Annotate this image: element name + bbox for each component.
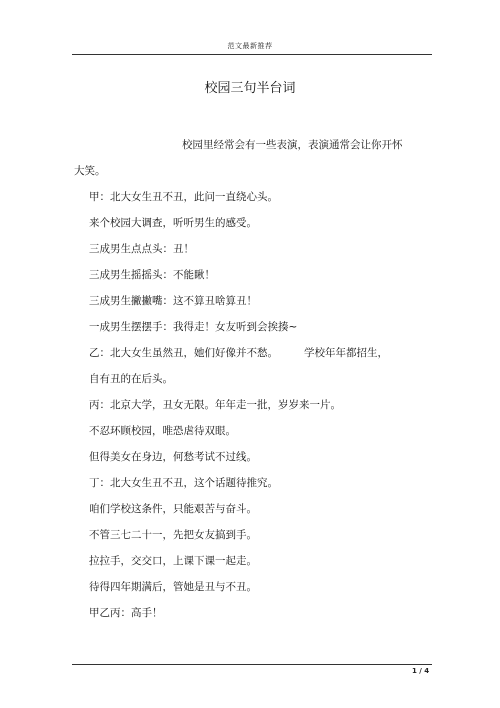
paragraph-line: 甲：北大女生丑不丑，此问一直绕心头。 (89, 191, 278, 203)
paragraph-line: 不管三七二十一，先把女友搞到手。 (89, 529, 257, 541)
header-divider (72, 54, 432, 55)
paragraph-line: 但得美女在身边，何愁考试不过线。 (89, 451, 257, 463)
paragraph-line: 校园里经常会有一些表演，表演通常会让你开怀 (182, 139, 403, 151)
paragraph-segment: 学校年年都招生， (304, 347, 388, 359)
paragraph-line: 三成男生摇摇头：不能瞅！ (89, 269, 215, 281)
header-text: 范文最新推荐 (227, 42, 273, 50)
footer-divider (72, 664, 432, 665)
paragraph-line: 三成男生撇撇嘴：这不算丑啥算丑！ (89, 295, 257, 307)
paragraph-line: 咱们学校这条件，只能艰苦与奋斗。 (89, 503, 257, 515)
paragraph-line: 丙：北京大学，丑女无限。年年走一批，岁岁来一片。 (89, 399, 341, 411)
paragraph-line: 拉拉手，交交口，上课下课一起走。 (89, 555, 257, 567)
paragraph-line: 甲乙丙：高手！ (89, 607, 163, 619)
paragraph-line (74, 344, 434, 370)
page-number: 1 / 4 (412, 667, 430, 675)
paragraph-line: 不忍环顾校园，唯恐虐待双眼。 (89, 425, 236, 437)
paragraph-line: 来个校园大调查，听听男生的感受。 (89, 217, 257, 229)
paragraph-line: 待得四年期满后，管她是丑与不丑。 (89, 581, 257, 593)
page-title: 校园三句半台词 (204, 81, 296, 96)
paragraph-line: 丁：北大女生丑不丑，这个话题待推究。 (89, 477, 278, 489)
paragraph-line: 一成男生摆摆手：我得走！女友听到会挨揍~ (89, 321, 298, 333)
paragraph-segment: 乙：北大女生虽然丑，她们好像并不愁。 (89, 347, 278, 359)
document-body (74, 136, 434, 630)
paragraph-line: 大笑。 (74, 165, 106, 177)
paragraph-line: 三成男生点点头：丑！ (89, 243, 194, 255)
paragraph-line: 自有丑的在后头。 (89, 373, 173, 385)
